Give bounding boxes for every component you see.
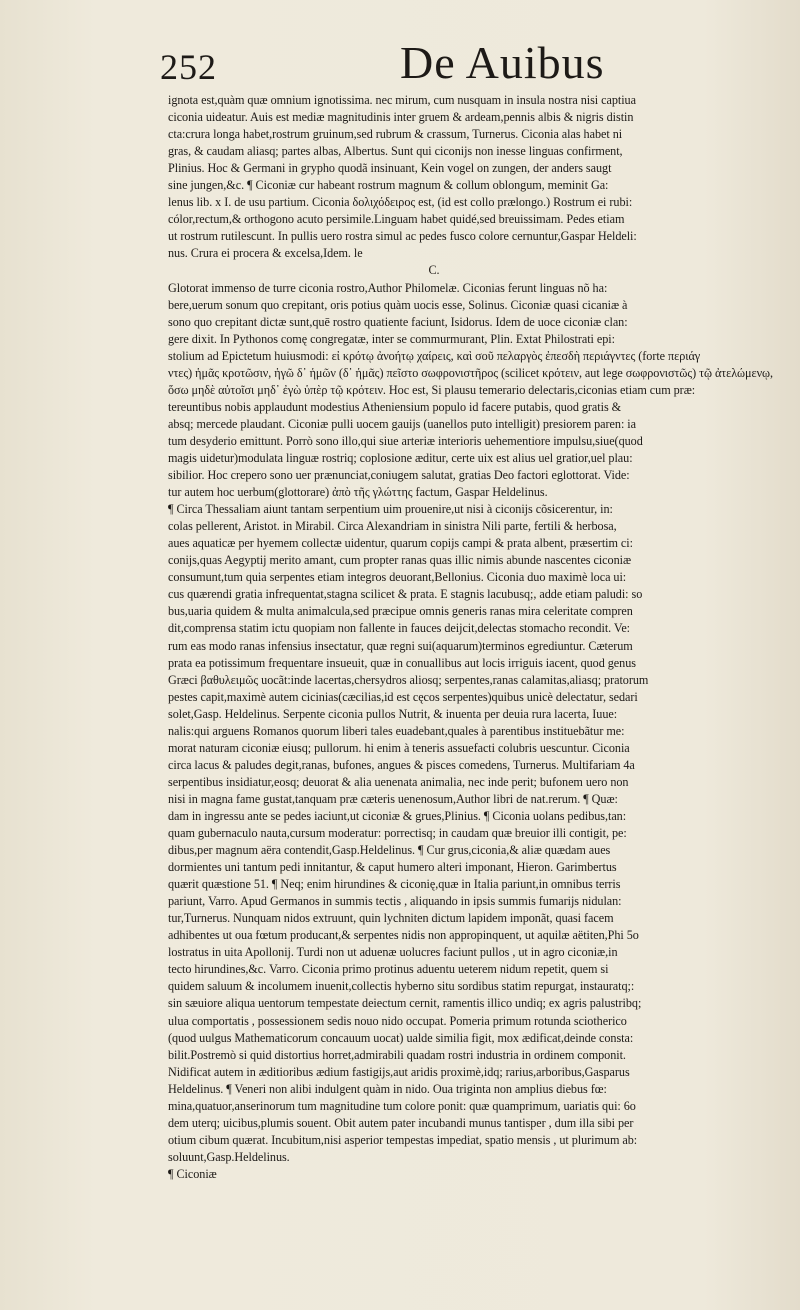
text-line: dibus,per magnum aëra contendit,Gasp.Heldelinus. ¶ Cur grus,ciconia,& aliæ quædam aues (168, 843, 611, 858)
text-line: soluunt,Gasp.Heldelinus. (168, 1149, 290, 1164)
text-line: consumunt,tum quia serpentes etiam integros deuorant,Bellonius. Ciconia duo maximè loca ui: (168, 570, 627, 585)
text-line: cólor,rectum,& orthogono acuto persimile.Linguam habet quidé,sed breuissimam. Pedes etiam (168, 212, 625, 227)
text-line: tereuntibus nobis applaudunt modestius Atheniensium populo id facere putabis, quod gratis & (168, 399, 622, 414)
text-line: solet,Gasp. Heldelinus. Serpente ciconia pullos Nutrit, & inuenta per deuia rura lacerta, Iuue: (168, 706, 618, 721)
text-line: pariunt, Varro. Apud Germanos in summis tectis , aliquando in ipsis summis fumarijs nidulan: (168, 894, 622, 909)
text-line: morat naturam ciconiæ eiusq; pullorum. hi enim à teneris assuefacti colubris uescuntur. Ciconia (168, 740, 630, 755)
text-line: Heldelinus. ¶ Veneri non alibi indulgent quàm in nido. Oua triginta non amplius diebus fœ: (168, 1081, 607, 1096)
text-line: sono quo crepitant dictæ sunt,quē rostro quatiente faciunt, Isidorus. Idem de uoce ciconiæ clan: (168, 314, 628, 329)
text-line: ¶ Ciconiæ (168, 1166, 217, 1181)
text-line: rum eas modo ranas infensius insectatur, quæ regni sui(aquarum)terminos egrediuntur. Cæterum (168, 638, 633, 653)
text-line: cus quærendi gratia infrequentat,stagna scilicet & prata. E stagnis lacubusq;, adde etiam paludi: so (168, 587, 643, 602)
text-line: ut rostrum rutilescunt. In pullis uero rostra simul ac pedes fusco colore cernuntur,Gaspar Heldeli: (168, 229, 637, 244)
text-line: lenus lib. x I. de usu partium. Ciconia δολιχόδειρος est, (id est collo prælongo.) Rostrum ei rubi: (168, 195, 633, 210)
text-line: tur autem hoc uerbum(glottorare) ἀπὸ τῆς γλώττης factum, Gaspar Heldelinus. (168, 485, 548, 500)
text-line: circa lacus & paludes degit,ranas, bufones, angues & pisces comedens, Turnerus. Multifariam 4a (168, 757, 635, 772)
text-line: nalis:qui arguens Romanos quorum liberi tales euadebant,quales à parentibus instituebãtur me: (168, 723, 625, 738)
text-line: nus. Crura ei procera & excelsa,Idem. le (168, 246, 363, 261)
text-line: ¶ Circa Thessaliam aiunt tantam serpentium uim prouenire,ut nisi à ciconijs cõsicerentur, in: (168, 502, 613, 517)
text-line: quam gubernaculo nauta,cursum moderatur: porrectisq; in caudam quæ breuior illi contigit, pe: (168, 826, 627, 841)
text-line: quærit quæstione 51. ¶ Neq; enim hirundines & ciconię,quæ in Italia pariunt,in omnibus terris (168, 877, 621, 892)
page-header (160, 36, 780, 90)
text-line: ciconia uideatur. Auis est mediæ magnitudinis inter gruem & ardeam,pennis albis & nigris distin (168, 110, 634, 125)
text-line: bere,uerum sonum quo crepitant, oris potius quàm uocis esse, Solinus. Ciconiæ quasi cicaniæ à (168, 297, 628, 312)
text-line: dit,comprensa statim ictu quopiam non fallente in fauces deijcit,delectas stomacho recondit. Ve: (168, 621, 631, 636)
text-line: dormientes uni tantum pedi innitantur, & caput humero alteri imponant, Hieron. Garimbertus (168, 860, 617, 875)
text-line: dam in ingressu ante se pedes iaciunt,ut ciconiæ & grues,Plinius. ¶ Ciconia uolans pedibus,tan: (168, 808, 627, 823)
text-line: otium cibum quærat. Incubitum,nisi asperior tempestas impediat, spatio mensis , ut plurimum ab: (168, 1132, 638, 1147)
text-line: tur,Turnerus. Nunquam nidos extruunt, quin lychniten dictum lapidem imponãt, quasi facem (168, 911, 614, 926)
text-line: conijs,quas Aegyptij merito amant, cum propter ranas quas illic nimis abunde nascentes ciconiæ (168, 553, 632, 568)
text-line: ignota est,quàm quæ omnium ignotissima. nec mirum, cum nusquam in insula nostra nisi captiua (168, 93, 636, 107)
catchword (168, 1183, 800, 1200)
text-block (168, 92, 800, 1292)
text-line: quidem saluum & incolumem inuenit,collectis hyberno situ sordibus statim repurgat, instauratq;: (168, 979, 635, 994)
text-line: lostratus in uita Apollonij. Turdi non ut aduenæ uolucres faciunt pullos , ut in agro ciconiæ,in (168, 945, 618, 960)
text-line: Glotorat immenso de turre ciconia rostro,Author Philomelæ. Ciconias ferunt linguas nõ ha: (168, 280, 608, 295)
text-line: sine jungen,&c. ¶ Ciconiæ cur habeant rostrum magnum & collum oblongum, meminit Ga: (168, 178, 609, 193)
text-line: adhibentes ut oua fœtum producant,& serpentes nidis non appropinquent, ut aquilæ aëtiten,Phi 5o (168, 928, 639, 943)
text-line: nisi in magna fame gustat,tanquam præ cæteris uenenosum,Author libri de nat.rerum. ¶ Quæ: (168, 791, 618, 806)
section-heading: C. (428, 263, 440, 278)
text-line: ulua comportatis , possessionem sedis nouo nido occupat. Pomeria primum rotunda sciotherico (168, 1013, 627, 1028)
text-line: mina,quatuor,anserinorum tum magnitudine tum colore ponit: quæ quamprimum, uariatis qui: 6o (168, 1098, 636, 1113)
text-line: Nidificat autem in æditioribus ædium fastigijs,aut aridis proximè,idq; rarius,arboribus,Gasparus (168, 1064, 630, 1079)
text-line: tecto hirundines,&c. Varro. Ciconia primo protinus aduentu ueterem nidum repetit, quem si (168, 962, 609, 977)
text-line: (quod uulgus Mathematicorum concauum uocat) ualde similia figit, mox ædificat,deinde consta: (168, 1030, 634, 1045)
text-line: prata ea potissimum frequentare insueuit, quæ in conuallibus aut locis irriguis iacent, quod genus (168, 655, 636, 670)
text-line: sin sæuiore aliqua uentorum tempestate deiectum cernit, ramentis illico undiq; ex agris palustribq; (168, 996, 642, 1011)
text-line: bilit.Postremò si quid distortius horret,admirabili quadam rostri industria in ordinem componit. (168, 1047, 626, 1062)
text-line: absq; mercede plaudant. Ciconiæ pulli uocem gauijs (uanellos puto intelligit) presiorem paren: ia (168, 416, 636, 431)
text-line: sibilior. Hoc crepero sono uer prænunciat,coniugem salutat, gratias Deo factori eglottorat. Vide: (168, 468, 630, 483)
text-line: gras, & caudam aliasq; partes albas, Albertus. Sunt qui ciconijs non inesse linguas confirment, (168, 144, 623, 159)
text-line: Græci βαθυλειμῶς uocãt:inde lacertas,chersydros aliosq; serpentes,ranas calamitas,aliasq; pratorum (168, 672, 649, 687)
text-line: ντες) ἡμᾶς κροτῶσιν, ἡγῶ δ᾽ ἡμῶν (δ᾽ ἡμᾶς) πεῖστο σωφρονιστῆρος (scilicet κρότειν, aut lege σωφρονιστῶς) τῷ ἀτελώμενῳ, (168, 365, 774, 380)
running-title: De Auibus (400, 37, 605, 88)
text-line: cta:crura longa habet,rostrum gruinum,sed rubrum & crassum, Turnerus. Ciconia alas habet ni (168, 127, 623, 142)
text-line: stolium ad Epictetum huiusmodi: εἰ κρότῳ ἀνοήτῳ χαίρεις, καὶ σοῦ πελαργὸς ἐπεσδὴ περιάγντες (forte περιάγ (168, 348, 701, 363)
text-line: ὅσω μηδὲ αὐτοῖσι μηδ᾽ ἐγὼ ὑπὲρ τῷ κρότειν. Hoc est, Si plausu temerario delectaris,ciconias etiam cum præ: (168, 382, 696, 397)
page-number: 252 (160, 47, 217, 87)
text-line: Plinius. Hoc & Germani in grypho quodã insinuant, Kein vogel on zungen, der anders saugt (168, 161, 612, 176)
text-line: bus,uaria quidem & multa animalcula,sed præcipue omnis generis ranas mira celeritate compren (168, 604, 633, 619)
text-line: tum desyderio emittunt. Porrò sono illo,qui siue arteriæ interioris uehementiore impulsu,siue(quod (168, 433, 643, 448)
text-line: colas pellerent, Aristot. in Mirabil. Circa Alexandriam in sinistra Nili parte, fertili & herbosa, (168, 519, 617, 534)
text-line: magis uidetur)modulata linguæ rostriq; coplosione æditur, certe uix est alius uel gratior,uel plau: (168, 450, 633, 465)
text-line: dem uterq; uicibus,plumis souent. Obit autem pater incubandi munus tantisper , dum illa sibi per (168, 1115, 634, 1130)
text-line: gere dixit. In Pythonos comę congregatæ, inter se commurmurant, Plin. Extat Philostrati epi: (168, 331, 615, 346)
text-line: pestes capit,maximè autem cicinias(cæcilias,id est cęcos serpentes)quibus unicè delectatur, sedari (168, 689, 638, 704)
text-line: aues aquaticæ per hyemem collectæ uidentur, quarum copijs campi & prata albent, præsertim ci: (168, 536, 633, 551)
text-line: serpentibus insidiatur,eosq; deuorat & alia uenenata animalia, nec inde perit; bufonem uero non (168, 774, 629, 789)
